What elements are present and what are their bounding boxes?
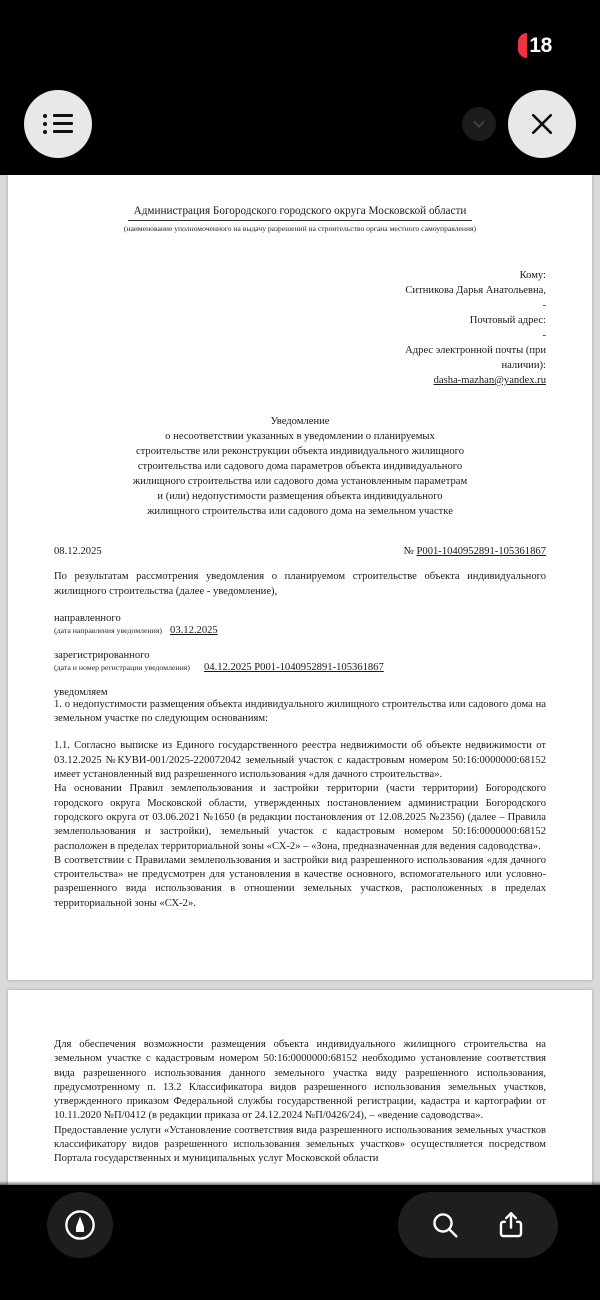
conformity-paragraph: В соответствии с Правилами землепользования и застройки вид разрешенного использования «для дачного строительства» не предусмотрен для установления в качестве основного, вспомогательного или условно-разрешенного вида использования в отношении земельных участков, расположенных в пределах территориальной зоны «СХ-2». (54, 854, 546, 909)
close-button[interactable] (508, 90, 576, 158)
addressee-block (54, 268, 546, 388)
page2-paragraph-1: Для обеспечения возможности размещения объекта индивидуального жилищного строительства на земельном участке с кадастровым номером 50:16:0000000:68152 необходимо установление соответствия вида разрешенного использования данного земельного участка виду разрешенного использования, предусмотренному п. 13.2 Классификатора видов разрешенного использования земельных участков, утвержденного приказом Федеральной службы государственной регистрации, кадастра и картографии от 10.11.2020 №П/0412 (в редакции приказа от 24.12.2024 №П/0426/24), – «ведение садоводства». (54, 1039, 546, 1122)
list-icon (43, 113, 73, 135)
addressee-dash-1: - (542, 299, 546, 311)
document-date: 08.12.2025 (54, 546, 102, 558)
item-1-1-paragraph: 1.1. Согласно выписке из Единого государственного реестра недвижимости об объекте недвижимости от 03.12.2025 №КУВИ-001/2025-220072042 земельный участок с кадастровым номером 50:16:0000000:68152 имеет установленный вид разрешенного использования «для дачного строительства». (54, 740, 546, 781)
badge-indicator-icon (518, 33, 527, 58)
action-pill-group (398, 1192, 558, 1258)
markup-button[interactable] (47, 1192, 113, 1258)
document-page-2 (8, 990, 592, 1185)
title-line-1: Уведомление (270, 416, 330, 428)
share-button[interactable] (485, 1199, 537, 1251)
document-header (54, 201, 546, 221)
close-icon (527, 109, 557, 139)
document-page-1 (8, 175, 592, 980)
title-line-7: жилищного строительства или садового дома на земельном участке (147, 506, 453, 518)
top-toolbar (0, 0, 600, 175)
issuing-authority-caption: (наименование уполномоченного на выдачу разрешений на строительство органа местного самоуправления) (123, 223, 477, 233)
addressee-name: Ситникова Дарья Анатольевна, (405, 284, 546, 296)
document-number-prefix: № (403, 546, 417, 558)
intro-paragraph: По результатам рассмотрения уведомления о планируемом строительстве объекта индивидуального жилищного строительства (далее - уведомление), (54, 571, 546, 597)
addressee-to-label: Кому: (519, 269, 546, 281)
registered-value: 04.12.2025 P001-1040952891-105361867 (203, 661, 384, 673)
search-icon (429, 1209, 461, 1241)
title-line-3: строительстве или реконструкции объекта индивидуального жилищного (135, 446, 465, 458)
document-scroll-area[interactable] (0, 175, 600, 1185)
markup-pen-icon (61, 1206, 99, 1244)
page2-paragraph-2: Предоставление услуги «Установление соответствия вида разрешенного использования земельных участков классификатору видов разрешенного использования земельных участков» осуществляется посредством Портала государственных и муниципальных услуг Московской области (54, 1124, 546, 1165)
notify-label: уведомляем (54, 686, 108, 698)
document-title (54, 414, 546, 519)
title-line-4: строительства или садового дома параметров объекта индивидуального (137, 461, 463, 473)
registered-field-row (54, 662, 546, 673)
document-number (404, 546, 546, 557)
bottom-toolbar (0, 1185, 600, 1300)
sent-caption: (дата направления уведомления) (54, 625, 163, 635)
title-line-5: жилищного строительства или садового дома установленным параметрам (132, 476, 468, 488)
addressee-dash-2: - (542, 329, 546, 341)
item-1-paragraph: 1. о недопустимости размещения объекта индивидуального жилищного строительства или садового дома на земельном участке по следующим основаниям: (54, 698, 546, 725)
registered-label: зарегистрированного (54, 649, 150, 661)
sent-field-row (54, 625, 546, 636)
email-label-line1: Адрес электронной почты (при (405, 344, 546, 356)
rules-paragraph: На основании Правил землепользования и застройки территории (части территории) Богородского городского округа Московской области, утвержденных постановлением администрации Богородского городского округа от 03.06.2021 №1650 (в редакции постановления от 12.08.2025 №2356) (далее – Правила землепользования и застройки), земельный участок с кадастровым номером 50:16:0000000:68152 расположен в пределах территориальной зоны «СХ-2» – «Зона, предназначенная для ведения садоводства». (54, 783, 546, 852)
collapse-button[interactable] (462, 107, 496, 141)
search-button[interactable] (419, 1199, 471, 1251)
registered-caption: (дата и номер регистрации уведомления) (54, 662, 190, 672)
document-meta-row (54, 546, 546, 557)
table-of-contents-button[interactable] (24, 90, 92, 158)
share-icon (495, 1209, 527, 1241)
sent-label: направленного (54, 612, 121, 624)
chevron-down-icon (470, 115, 488, 133)
email-label-line2: наличии): (501, 360, 546, 371)
title-line-2: о несоответствии указанных в уведомлении о планируемых (165, 431, 435, 443)
email-link[interactable]: dasha-mazhan@yandex.ru (433, 375, 546, 387)
notification-badge (518, 30, 552, 60)
sent-value: 03.12.2025 (170, 624, 218, 636)
postal-address-label: Почтовый адрес: (469, 314, 546, 326)
badge-count: 18 (529, 33, 552, 57)
title-line-6: и (или) недопустимости размещения объекта индивидуального (157, 491, 443, 503)
document-number-value: P001-1040952891-105361867 (416, 546, 546, 558)
issuing-authority: Администрация Богородского городского округа Московской области (128, 204, 473, 221)
